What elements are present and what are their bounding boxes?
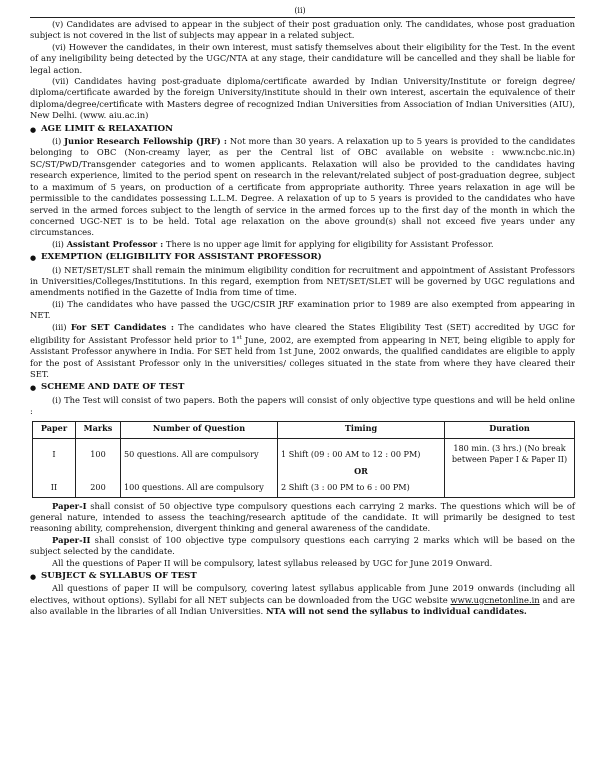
bullet-icon: ● [30, 383, 37, 393]
paper-ii: II [50, 481, 58, 492]
table-row [33, 438, 575, 497]
exemption-para-i: (i) NET/SET/SLET shall remain the minimum eligibility condition for recruitment and appointment of Assistant Professors in Universities/Colleges/Institutions. In this regard, exemption from NET/SET/SLET will be governed by UGC regulations and amendments notified in the Gazette of India from time of time. [30, 264, 575, 298]
ap-text: There is no upper age limit for applying for eligibility for Assistant Professor. [163, 238, 494, 249]
bullet-icon: ● [30, 572, 37, 582]
questions-ii: 100 questions. All are compulsory [124, 481, 264, 492]
spacer [36, 466, 72, 482]
eligibility-para-vi: (vi) However the candidates, in their own interest, must satisfy themselves about their eligibility for the Test. In the event of any ineligibility being detected by the UGC/NTA at any stage, their candidature will be cancelled and they shall be liable for legal action. [30, 41, 575, 75]
superscript: st [236, 334, 242, 341]
cell-stack [281, 440, 441, 496]
syllabus-text: All questions of paper II will be compulsory, covering latest syllabus applicable from June 2019 onwards (including all electives, without options). Syllabi for all NET subjects can be downloaded from the UGC website [30, 583, 575, 605]
section-title: AGE LIMIT & RELAXATION [41, 123, 173, 134]
section-title: SCHEME AND DATE OF TEST [41, 382, 185, 393]
paper-i-label: Paper-I [52, 500, 87, 511]
cell-stack [36, 440, 72, 496]
scheme-table [32, 421, 575, 498]
timing-i: 1 Shift (09 : 00 AM to 12 : 00 PM) [281, 448, 421, 459]
paper-ii-syllabus-note: All the questions of Paper II will be compulsory, latest syllabus released by UGC for June 2019 Onward. [52, 557, 493, 568]
section-scheme-heading [30, 382, 575, 393]
timing-ii: 2 Shift (3 : 00 PM to 6 : 00 PM) [281, 481, 410, 492]
paper-i-para [30, 501, 575, 535]
spacer [79, 466, 117, 482]
duration-text: 180 min. (3 hrs.) (No break between Paper I & Paper II) [451, 442, 568, 464]
bullet-icon: ● [30, 124, 37, 134]
column-header: Timing [278, 421, 445, 438]
set-text-cont: June, 2002, are exempted from appearing in NET, being eligible to apply for Assistant Professor anywhere in India. For SET held from 1st June, 2002 onwards, the qualified candidates are eligible to apply for the post of Assistant Professor only in the universities/ colleges situated in the state from where they have cleared their SET. [30, 334, 575, 379]
section-syllabus-heading [30, 571, 575, 582]
eligibility-para-v: (v) Candidates are advised to appear in the subject of their post graduation only. The candidates, whose post graduation subject is not covered in the list of subjects may appear in a related subject. [30, 19, 575, 41]
jrf-text: Not more than 30 years. A relaxation up to 5 years is provided to the candidates belonging to OBC (Non-creamy layer, as per the Central list of OBC available on website : www.ncbc.nic.in) SC/ST/PwD/Transgender categories and to women applicants. Relaxation will also be provided to the candidates having research experience, limited to the period spent on research in the relevant/related subject of post-graduation degree, subject to a maximum of 5 years, on production of a certificate from appropriate authority. Three years relaxation in age will be permissible to the candidates possessing L.L.M. Degree. A relaxation of up to 5 years is provided to the candidates who have served in the armed forces subject to the length of service in the armed forces up to the first day of the month in which the concerned UGC-NET is to be held. Total age relaxation on the above ground(s) shall not exceed five years under any circumstances. [30, 136, 575, 238]
jrf-label: Junior Research Fellowship (JRF) : [64, 136, 227, 147]
syllabus-notice: NTA will not send the syllabus to individual candidates. [265, 606, 527, 617]
column-header: Paper [33, 421, 76, 438]
questions-cell [121, 438, 278, 497]
scheme-intro: (i) The Test will consist of two papers. Both the papers will consist of only objective type questions and will be held online : [30, 394, 575, 417]
paper-ii-para [30, 535, 575, 558]
ugcnet-website-link[interactable]: www.ugcnetonline.in [450, 594, 540, 605]
age-ap-para [30, 239, 575, 250]
cell-stack [124, 440, 274, 496]
cell-stack [79, 440, 117, 496]
page-body [30, 19, 575, 618]
duration-cell [445, 438, 575, 497]
paper-ii-text: shall consist of 100 objective type compulsory questions each carrying 2 marks which will be based on the subject selected by the candidate. [30, 534, 575, 557]
syllabus-para [30, 583, 575, 617]
table-header-row [33, 421, 575, 438]
timing-cell [278, 438, 445, 497]
questions-i: 50 questions. All are compulsory [124, 448, 259, 459]
section-exemption-heading [30, 252, 575, 263]
paper-cell [33, 438, 76, 497]
marks-i: 100 [90, 448, 106, 459]
exemption-para-iii [30, 322, 575, 381]
or-label: OR [354, 465, 368, 476]
header-rule [30, 17, 575, 18]
ap-label: Assistant Professor : [66, 238, 164, 249]
para-number: (iii) [52, 321, 71, 332]
set-label: For SET Candidates : [70, 321, 174, 332]
column-header: Number of Question [121, 421, 278, 438]
age-jrf-para [30, 136, 575, 239]
eligibility-para-vii: (vii) Candidates having post-graduate diploma/certificate awarded by Indian University/Institute or foreign degree/ diploma/certificate awarded by the foreign University/institute should in their own interest, ascertain the equivalence of their diploma/degree/certificate with Masters degree of recognized Indian Universities from Association of Indian Universities (AIU), New Delhi. (www. aiu.ac.in) [30, 76, 575, 121]
marks-ii: 200 [90, 481, 106, 492]
page-number: (ii) [294, 6, 306, 15]
spacer [124, 466, 274, 482]
syllabus-text-cont: and are also available in the libraries of all Indian Universities. [30, 594, 576, 617]
section-age-heading [30, 124, 575, 135]
column-header: Duration [445, 421, 575, 438]
marks-cell [76, 438, 121, 497]
para-number: (i) [52, 136, 65, 147]
section-title: EXEMPTION (ELIGIBILITY FOR ASSISTANT PROFESSOR) [41, 252, 322, 263]
exemption-para-ii: (ii) The candidates who have passed the UGC/CSIR JRF examination prior to 1989 are also exempted from appearing in NET. [30, 298, 575, 321]
section-title: SUBJECT & SYLLABUS OF TEST [41, 571, 197, 582]
paper-i-text: shall consist of 50 objective type compulsory questions each carrying 2 marks. The questions which will be of general nature, intended to assess the teaching/research aptitude of the candidate. It will primarily be designed to test reasoning ability, comprehension, divergent thinking and general awareness of the candidate. [30, 500, 575, 534]
paper-ii-label: Paper-II [52, 534, 91, 545]
para-number: (ii) [52, 238, 67, 249]
column-header: Marks [76, 421, 121, 438]
set-text: The candidates who have cleared the States Eligibility Test (SET) accredited by UGC for eligibility for Assistant Professor held prior to 1 [30, 321, 575, 345]
bullet-icon: ● [30, 253, 37, 263]
paper-i: I [52, 448, 56, 459]
